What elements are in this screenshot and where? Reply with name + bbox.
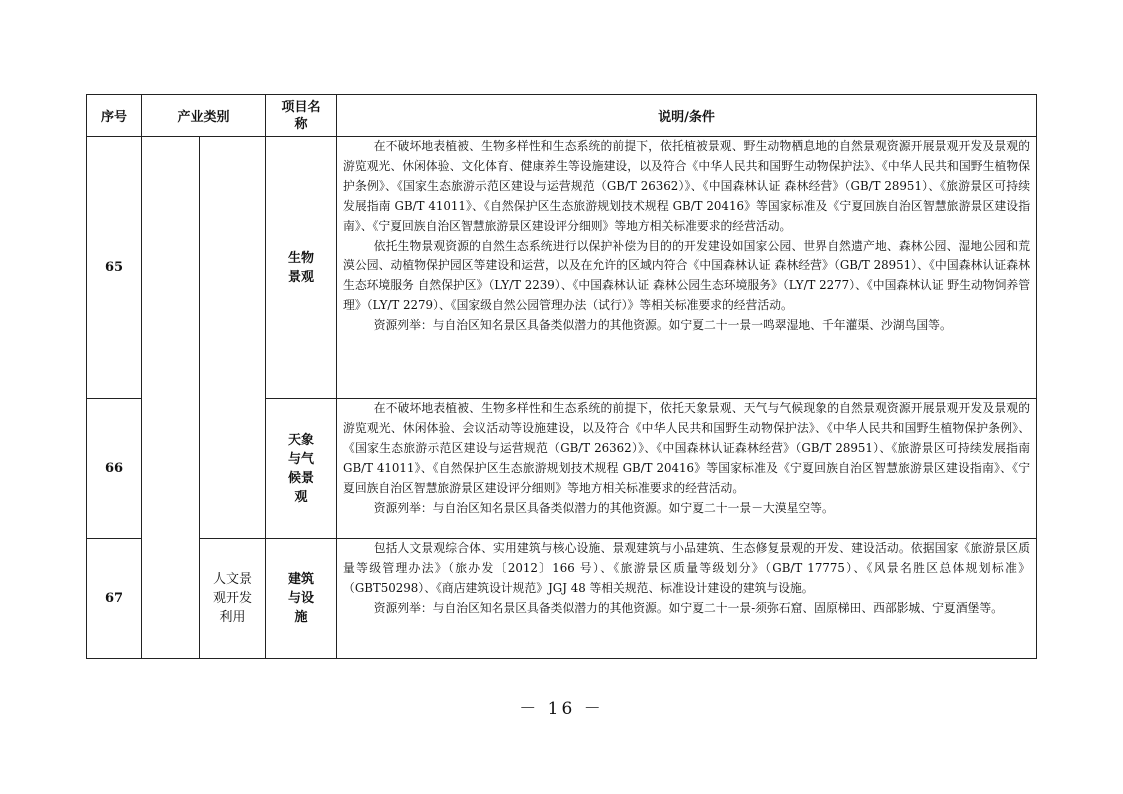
category-sub-cell: [200, 137, 266, 539]
header-description: 说明/条件: [337, 95, 1037, 137]
description-cell: [337, 137, 1037, 399]
table-header-row: [87, 95, 1037, 137]
table-row: [87, 539, 1037, 659]
description-cell: [337, 399, 1037, 539]
description-paragraph: 资源列举：与自治区知名景区具备类似潜力的其他资源。如宁夏二十一景一鸣翠湿地、千年灌渠、沙湖鸟国等。: [373, 318, 952, 333]
header-name: 项目名称: [266, 95, 337, 137]
policy-table: [86, 94, 1037, 659]
description-paragraph: 资源列举：与自治区知名景区具备类似潜力的其他资源。如宁夏二十一景－大漠星空等。: [373, 500, 834, 515]
description-paragraph: 资源列举：与自治区知名景区具备类似潜力的其他资源。如宁夏二十一景-须弥石窟、固原梯田、西部影城、宁夏酒堡等。: [373, 600, 1003, 615]
page-number: － 16 －: [519, 699, 604, 719]
row-number: 67: [87, 539, 142, 659]
category-sub-cell: 人文景观开发利用: [200, 539, 266, 659]
description-paragraph: 包括人文景观综合体、实用建筑与核心设施、景观建筑与小品建筑、生态修复景观的开发、建设活动。依据国家《旅游景区质量等级管理办法》（旅办发〔2012〕166 号）、《旅游景区质量等级划分》（GB/T 17775）、《风景名胜区总体规划标准》（GBT50298）、《商店建筑设计规范》JGJ 48 等相关规范、标准设计建设的建筑与设施。: [343, 541, 1030, 595]
description-paragraph: 在不破坏地表植被、生物多样性和生态系统的前提下，依托植被景观、野生动物栖息地的自然景观资源开展景观开发及景观的游览观光、休闲体验、文化体育、健康养生等设施建设，以及符合《中华人民共和国野生动物保护法》、《中华人民共和国野生植物保护条例》、《国家生态旅游示范区建设与运营规范（GB/T 26362）》、《中国森林认证 森林经营》（GB/T 28951）、《旅游景区可持续发展指南 GB/T 41011》、《自然保护区生态旅游规划技术规程 GB/T 20416》等国家标准及《宁夏回族自治区智慧旅游景区建设指南》、《宁夏回族自治区智慧旅游景区建设评分细则》等地方相关标准要求的经营活动。: [343, 139, 1030, 233]
description-cell: [337, 539, 1037, 659]
header-category: 产业类别: [142, 95, 266, 137]
project-name: 生物景观: [266, 137, 337, 399]
project-name: 建筑与设施: [266, 539, 337, 659]
header-no: 序号: [87, 95, 142, 137]
description-paragraph: 在不破坏地表植被、生物多样性和生态系统的前提下，依托天象景观、天气与气候现象的自然景观资源开展景观开发及景观的游览观光、休闲体验、会议活动等设施建设，以及符合《中华人民共和国野生动物保护法》、《中华人民共和国野生植物保护条例》、《国家生态旅游示范区建设与运营规范（GB/T 26362）》、《中国森林认证森林经营》（GB/T 28951）、《旅游景区可持续发展指南 GB/T 41011》、《自然保护区生态旅游规划技术规程 GB/T 20416》等国家标准及《宁夏回族自治区智慧旅游景区建设指南》、《宁夏回族自治区智慧旅游景区建设评分细则》等地方相关标准要求的经营活动。: [343, 401, 1030, 495]
category-main-cell: [142, 137, 200, 659]
table-row: [87, 137, 1037, 399]
row-number: 65: [87, 137, 142, 399]
description-paragraph: 依托生物景观资源的自然生态系统进行以保护补偿为目的的开发建设如国家公园、世界自然遗产地、森林公园、湿地公园和荒漠公园、动植物保护园区等建设和运营，以及在允许的区域内符合《中国森林认证 森林经营》（GB/T 28951）、《中国森林认证森林生态环境服务 自然保护区》（LY/T 2239）、《中国森林认证 森林公园生态环境服务》（LY/T 2277）、《中国森林认证 野生动物饲养管理》（LY/T 2279）、《国家级自然公园管理办法（试行）》等相关标准要求的经营活动。: [343, 238, 1030, 313]
project-name: 天象与气候景观: [266, 399, 337, 539]
row-number: 66: [87, 399, 142, 539]
